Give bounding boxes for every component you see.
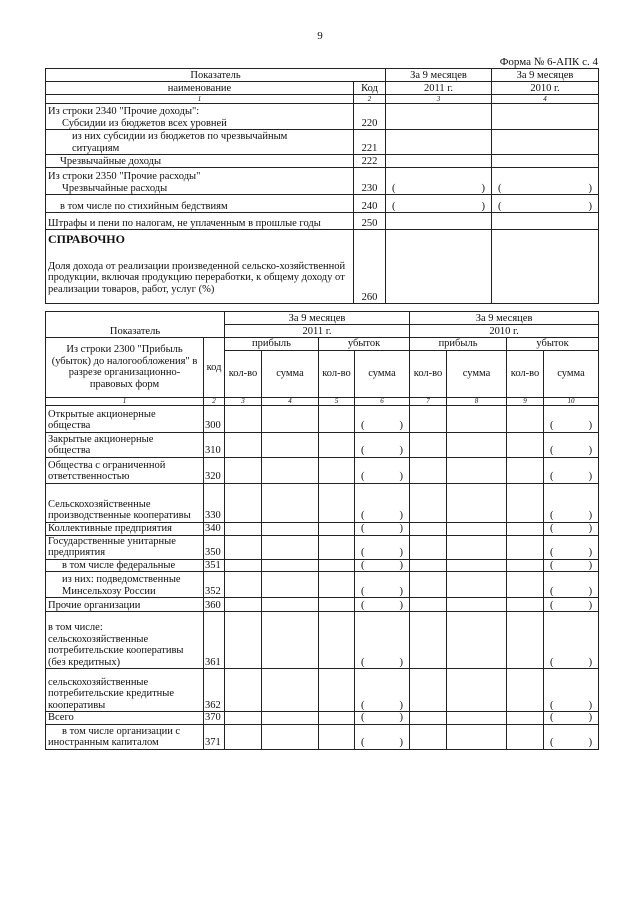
value-cell[interactable]: ( ) [544, 522, 599, 535]
row-label: Чрезвычайные расходы [62, 182, 168, 194]
row-label: Прочие организации [48, 599, 141, 611]
header-year1: 2011 г. [225, 325, 410, 338]
value-cell[interactable] [225, 522, 262, 535]
value-cell[interactable] [225, 598, 262, 612]
row-code: 260 [354, 230, 386, 304]
row-code: 361 [204, 612, 225, 669]
value-cell[interactable] [225, 483, 262, 522]
col-num: 6 [355, 397, 410, 405]
value-cell[interactable] [262, 522, 319, 535]
col-num: 7 [410, 397, 447, 405]
value-cell[interactable]: ( ) [355, 612, 410, 669]
value-cell[interactable] [492, 230, 599, 304]
value-cell[interactable] [262, 669, 319, 712]
value-cell[interactable] [410, 572, 447, 598]
value-cell[interactable]: ( ) [544, 457, 599, 483]
row-label-cell [46, 535, 204, 559]
header-indicator: Показатель [46, 312, 225, 338]
value-cell[interactable] [262, 457, 319, 483]
value-cell[interactable] [410, 483, 447, 522]
row-label: Из строки 2350 "Прочие расходы" [48, 171, 201, 182]
row-code: 340 [204, 522, 225, 535]
value-cell[interactable] [447, 432, 507, 457]
row-label: Из строки 2340 "Прочие доходы": [48, 106, 200, 117]
value-cell[interactable] [319, 572, 355, 598]
table-row [46, 168, 599, 195]
header-qty: кол-во [225, 350, 262, 397]
row-label: Чрезвычайные доходы [46, 155, 354, 168]
row-label-cell [46, 669, 204, 712]
row-label: предприятия [48, 547, 106, 558]
header-sum: сумма [447, 350, 507, 397]
row-label: (без кредитных) [48, 656, 121, 668]
value-cell[interactable]: ( ) [355, 669, 410, 712]
header-period1: За 9 месяцев [225, 312, 410, 325]
value-cell[interactable]: ( ) [355, 598, 410, 612]
row-label: Штрафы и пени по налогам, не уплаченным в прошлые годы [46, 213, 354, 230]
header-description: Из строки 2300 "Прибыль (убыток) до налогообложения" в разрезе организационно-правовых форм [46, 338, 204, 398]
table-row [46, 669, 599, 712]
col-num: 8 [447, 397, 507, 405]
value-cell[interactable] [386, 155, 492, 168]
row-label: Коллективные предприятия [48, 523, 172, 534]
row-code: 362 [204, 669, 225, 712]
row-code: 351 [204, 559, 225, 572]
value-cell[interactable]: ( ) [544, 535, 599, 559]
table-row [46, 598, 599, 612]
row-label-cell [46, 612, 204, 669]
row-label: общества [48, 420, 91, 431]
row-label: в том числе по стихийным бедствиям [46, 195, 354, 213]
row-label: сельскохозяйственные [48, 676, 149, 688]
row-label: Общества с ограниченной [48, 459, 166, 471]
value-cell[interactable] [262, 559, 319, 572]
value-cell[interactable]: ( ) [544, 559, 599, 572]
row-code: 230 [354, 168, 386, 195]
value-cell[interactable]: ( ) [355, 712, 410, 725]
row-code: 221 [354, 130, 386, 155]
header-indicator: Показатель [46, 69, 386, 82]
value-cell[interactable] [262, 535, 319, 559]
row-label: Государственные унитарные [48, 535, 176, 547]
value-cell[interactable] [319, 535, 355, 559]
table-row [46, 457, 599, 483]
row-label-cell [46, 559, 204, 572]
value-cell[interactable]: ( ) [544, 669, 599, 712]
row-label: потребительские кредитные [48, 688, 175, 699]
col-num: 1 [46, 95, 354, 104]
value-cell[interactable]: ( ) [386, 195, 492, 213]
value-cell[interactable] [507, 535, 544, 559]
value-cell[interactable] [262, 612, 319, 669]
row-label-cell [46, 483, 204, 522]
header-loss: убыток [507, 338, 599, 351]
value-cell[interactable] [492, 155, 599, 168]
value-cell[interactable]: ( ) [355, 457, 410, 483]
value-cell[interactable] [319, 559, 355, 572]
row-label-cell [46, 405, 204, 432]
row-label-cell [46, 457, 204, 483]
value-cell[interactable] [386, 213, 492, 230]
value-cell[interactable] [410, 535, 447, 559]
value-cell[interactable] [410, 559, 447, 572]
header-profit: прибыль [410, 338, 507, 351]
value-cell[interactable] [492, 213, 599, 230]
table-row [46, 130, 599, 155]
table-row [46, 535, 599, 559]
value-cell[interactable] [447, 724, 507, 749]
row-code: 352 [204, 572, 225, 598]
header-year1: 2011 г. [386, 82, 492, 95]
col-num: 4 [492, 95, 599, 104]
value-cell[interactable] [319, 522, 355, 535]
row-label: кооперативы [48, 699, 106, 711]
row-label: общества [48, 445, 91, 456]
value-cell[interactable] [410, 669, 447, 712]
value-cell[interactable] [447, 535, 507, 559]
row-label-cell [46, 724, 204, 749]
value-cell[interactable] [262, 572, 319, 598]
row-label-cell [46, 712, 204, 725]
value-cell[interactable]: ( ) [544, 712, 599, 725]
row-label: Субсидии из бюджетов всех уровней [62, 117, 227, 129]
header-code: Код [354, 82, 386, 95]
value-cell[interactable]: ( ) [544, 724, 599, 749]
row-label: из них: подведомственные [62, 574, 181, 585]
value-cell[interactable]: ( ) [355, 572, 410, 598]
row-label: производственные кооперативы [48, 510, 191, 521]
col-num: 3 [225, 397, 262, 405]
value-cell[interactable] [410, 457, 447, 483]
value-cell[interactable]: ( ) [355, 432, 410, 457]
row-label: Минсельхозу России [62, 585, 156, 597]
value-cell[interactable] [319, 598, 355, 612]
value-cell[interactable] [507, 572, 544, 598]
header-sum: сумма [544, 350, 599, 397]
value-cell[interactable] [507, 432, 544, 457]
value-cell[interactable] [386, 230, 492, 304]
value-cell[interactable] [447, 598, 507, 612]
col-num: 10 [544, 397, 599, 405]
row-label: ситуациям [72, 142, 120, 154]
row-label: Закрытые акционерные [48, 433, 154, 445]
row-code: 310 [204, 432, 225, 457]
value-cell[interactable] [262, 405, 319, 432]
row-label: ответственностью [48, 471, 130, 482]
value-cell[interactable]: ( ) [492, 195, 599, 213]
row-label: Открытые акционерные [48, 408, 156, 420]
value-cell[interactable] [225, 612, 262, 669]
value-cell[interactable] [410, 405, 447, 432]
top-table [45, 68, 599, 304]
table-row [46, 213, 599, 230]
header-name: наименование [46, 82, 354, 95]
value-cell[interactable] [507, 522, 544, 535]
value-cell[interactable] [225, 559, 262, 572]
row-label: иностранным капиталом [48, 737, 159, 748]
value-cell[interactable] [262, 432, 319, 457]
form-label: Форма № 6-АПК с. 4 [499, 56, 598, 68]
row-label: потребительские кооперативы [48, 645, 184, 656]
value-cell[interactable] [507, 559, 544, 572]
value-cell[interactable]: ( ) [355, 483, 410, 522]
value-cell[interactable] [507, 598, 544, 612]
value-cell[interactable]: ( ) [544, 483, 599, 522]
row-code: 220 [354, 104, 386, 130]
value-cell[interactable] [319, 612, 355, 669]
col-num: 3 [386, 95, 492, 104]
value-cell[interactable] [225, 432, 262, 457]
value-cell[interactable] [507, 712, 544, 725]
value-cell[interactable] [447, 612, 507, 669]
row-label: Сельскохозяйственные [48, 498, 151, 510]
row-code: 300 [204, 405, 225, 432]
row-label-cell [46, 522, 204, 535]
header-qty: кол-во [507, 350, 544, 397]
value-cell[interactable] [507, 612, 544, 669]
table-row [46, 195, 599, 213]
col-num: 2 [204, 397, 225, 405]
value-cell[interactable] [386, 104, 492, 130]
row-label: в том числе: [48, 622, 103, 633]
value-cell[interactable] [507, 457, 544, 483]
value-cell[interactable] [507, 724, 544, 749]
row-label: сельскохозяйственные [48, 633, 149, 645]
value-cell[interactable] [507, 405, 544, 432]
table-row [46, 522, 599, 535]
bottom-table [45, 311, 599, 750]
header-profit: прибыль [225, 338, 319, 351]
value-cell[interactable]: ( ) [355, 522, 410, 535]
value-cell[interactable] [225, 724, 262, 749]
value-cell[interactable]: ( ) [492, 168, 599, 195]
value-cell[interactable] [507, 483, 544, 522]
value-cell[interactable]: ( ) [544, 598, 599, 612]
value-cell[interactable] [225, 457, 262, 483]
value-cell[interactable]: ( ) [544, 612, 599, 669]
value-cell[interactable] [410, 612, 447, 669]
value-cell[interactable]: ( ) [544, 572, 599, 598]
row-label-cell [46, 432, 204, 457]
value-cell[interactable] [319, 724, 355, 749]
value-cell[interactable] [447, 572, 507, 598]
table-row [46, 405, 599, 432]
value-cell[interactable] [225, 669, 262, 712]
header-period2: За 9 месяцев [492, 69, 599, 82]
value-cell[interactable]: ( ) [355, 724, 410, 749]
row-code: 350 [204, 535, 225, 559]
row-code: 330 [204, 483, 225, 522]
value-cell[interactable] [225, 712, 262, 725]
table-row [46, 104, 599, 130]
value-cell[interactable] [410, 724, 447, 749]
header-loss: убыток [319, 338, 410, 351]
value-cell[interactable] [319, 457, 355, 483]
table-row [46, 612, 599, 669]
header-year2: 2010 г. [410, 325, 599, 338]
row-code: 240 [354, 195, 386, 213]
row-code: 222 [354, 155, 386, 168]
row-code: 360 [204, 598, 225, 612]
value-cell[interactable] [225, 572, 262, 598]
table-row [46, 559, 599, 572]
table-row [46, 572, 599, 598]
value-cell[interactable] [447, 669, 507, 712]
row-code: 320 [204, 457, 225, 483]
value-cell[interactable] [410, 712, 447, 725]
col-num: 2 [354, 95, 386, 104]
value-cell[interactable] [492, 104, 599, 130]
value-cell[interactable] [225, 535, 262, 559]
col-num: 4 [262, 397, 319, 405]
header-qty: кол-во [410, 350, 447, 397]
value-cell[interactable] [447, 405, 507, 432]
table-row [46, 432, 599, 457]
header-sum: сумма [262, 350, 319, 397]
table-row [46, 230, 599, 304]
row-code: 371 [204, 724, 225, 749]
value-cell[interactable] [410, 432, 447, 457]
value-cell[interactable] [447, 522, 507, 535]
col-num: 1 [46, 397, 204, 405]
value-cell[interactable] [386, 130, 492, 155]
row-label-cell [46, 572, 204, 598]
row-label: в том числе федеральные [62, 559, 176, 571]
value-cell[interactable]: ( ) [544, 432, 599, 457]
value-cell[interactable] [262, 483, 319, 522]
row-label: Доля дохода от реализации произведенной сельско-хозяйственной продукции, включая продукцию переработки, к общему доходу от реализации товаров, работ, услуг (%) [48, 260, 346, 295]
value-cell[interactable]: ( ) [544, 405, 599, 432]
row-label: в том числе организации с [62, 725, 181, 737]
value-cell[interactable] [262, 712, 319, 725]
value-cell[interactable] [447, 712, 507, 725]
value-cell[interactable]: ( ) [386, 168, 492, 195]
value-cell[interactable]: ( ) [355, 405, 410, 432]
header-code: код [204, 338, 225, 398]
row-label: Всего [48, 712, 74, 723]
value-cell[interactable] [447, 483, 507, 522]
value-cell[interactable] [319, 669, 355, 712]
header-period1: За 9 месяцев [386, 69, 492, 82]
value-cell[interactable]: ( ) [355, 535, 410, 559]
value-cell[interactable] [447, 559, 507, 572]
row-code: 370 [204, 712, 225, 725]
header-year2: 2010 г. [492, 82, 599, 95]
value-cell[interactable] [225, 405, 262, 432]
value-cell[interactable] [319, 405, 355, 432]
reference-heading: СПРАВОЧНО [48, 232, 125, 246]
value-cell[interactable] [319, 432, 355, 457]
value-cell[interactable] [410, 598, 447, 612]
value-cell[interactable] [319, 483, 355, 522]
value-cell[interactable]: ( ) [355, 559, 410, 572]
table-row [46, 724, 599, 749]
value-cell[interactable] [447, 457, 507, 483]
row-code: 250 [354, 213, 386, 230]
value-cell[interactable] [410, 522, 447, 535]
table-row [46, 712, 599, 725]
page-number: 9 [317, 30, 323, 42]
row-label: из них субсидии из бюджетов по чрезвычайным [72, 131, 288, 142]
value-cell[interactable] [492, 130, 599, 155]
value-cell[interactable] [319, 712, 355, 725]
table-row [46, 155, 599, 168]
header-sum: сумма [355, 350, 410, 397]
col-num: 9 [507, 397, 544, 405]
value-cell[interactable] [262, 598, 319, 612]
value-cell[interactable] [507, 669, 544, 712]
row-label-cell [46, 598, 204, 612]
value-cell[interactable] [262, 724, 319, 749]
table-row [46, 483, 599, 522]
col-num: 5 [319, 397, 355, 405]
header-period2: За 9 месяцев [410, 312, 599, 325]
header-qty: кол-во [319, 350, 355, 397]
